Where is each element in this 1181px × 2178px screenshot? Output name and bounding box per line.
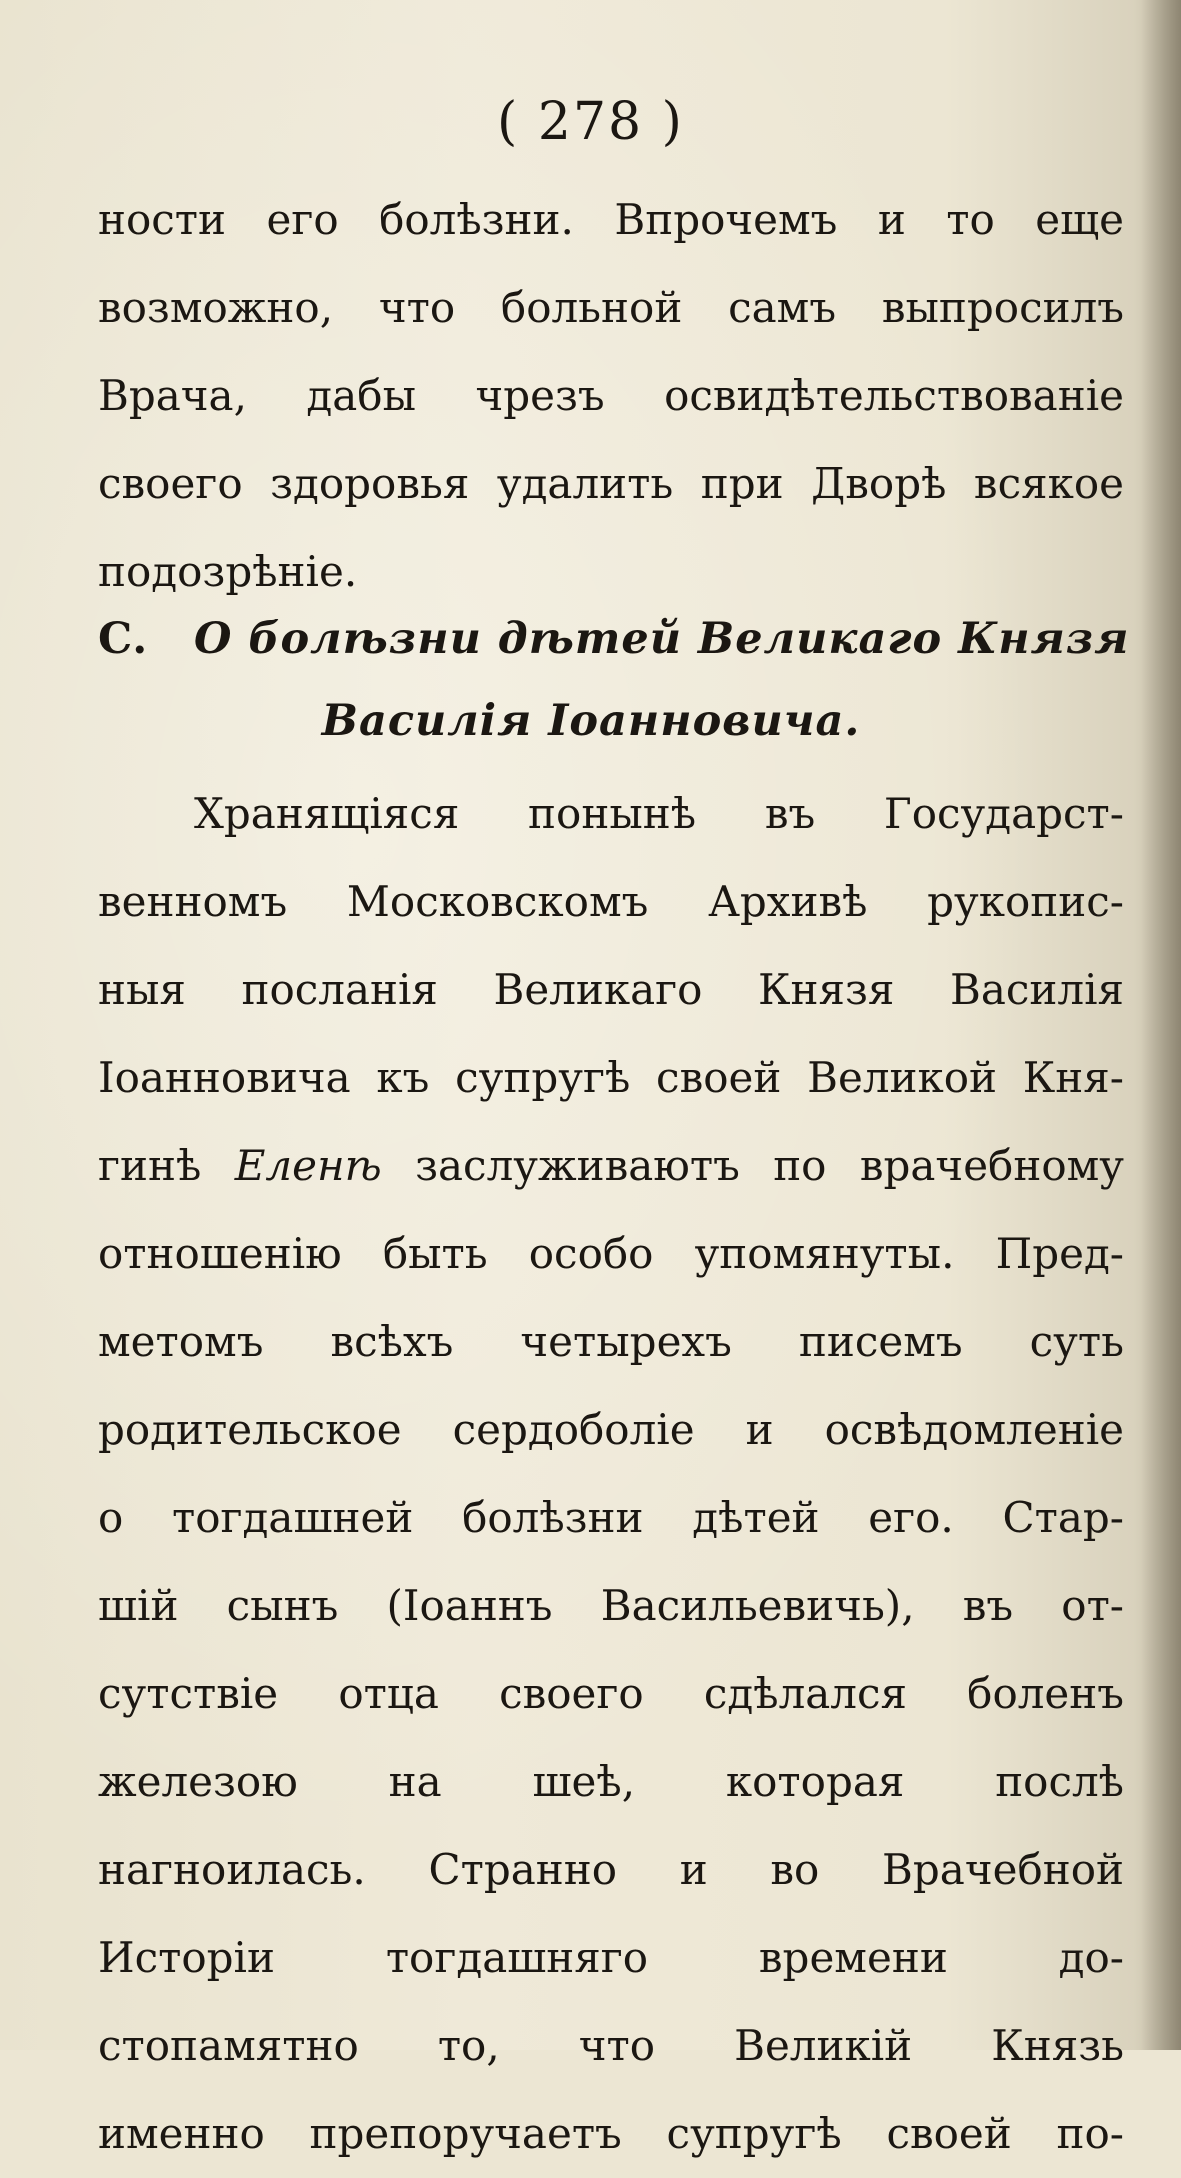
text-line: родительское сердоболіе и освѣдомленіе xyxy=(98,1405,1124,1454)
text-line: сутствіе отца своего сдѣлался боленъ xyxy=(98,1669,1124,1718)
text-line: Исторіи тогдашняго времени до- xyxy=(98,1933,1124,1982)
body-paragraph xyxy=(98,770,1124,2178)
text-line: стопамятно то, что Великій Князь xyxy=(98,2021,1124,2070)
text-line: Іоанновича къ супругѣ своей Великой Кня- xyxy=(98,1053,1124,1102)
text-line: венномъ Московскомъ Архивѣ рукопис- xyxy=(98,877,1124,926)
text-line: своего здоровья удалить при Дворѣ всякое xyxy=(98,459,1124,508)
section-heading xyxy=(98,598,1130,762)
heading-line xyxy=(98,598,1130,680)
text-fragment: заслуживаютъ по врачебному xyxy=(381,1141,1124,1190)
section-title-line1: О болѣзни дѣтей Великаго Князя xyxy=(194,614,1130,664)
text-line: ныя посланія Великаго Князя Василія xyxy=(98,965,1124,1014)
text-fragment: гинѣ xyxy=(98,1141,235,1190)
text-line: ности его болѣзни. Впрочемъ и то еще xyxy=(98,195,1124,244)
page-edge-shadow xyxy=(1141,0,1181,2050)
section-mark: С. xyxy=(98,614,148,664)
text-line: о тогдашней болѣзни дѣтей его. Стар- xyxy=(98,1493,1124,1542)
top-paragraph xyxy=(98,176,1124,616)
heading-line xyxy=(98,680,1124,762)
text-line: Врача, дабы чрезъ освидѣтельствованіе xyxy=(98,371,1124,420)
section-title-line2: Василія Іоанновича. xyxy=(321,696,861,746)
text-line xyxy=(98,770,1124,858)
text-line xyxy=(98,1122,1124,1210)
text-line: возможно, что больной самъ выпросилъ xyxy=(98,283,1124,332)
text-line-content: Хранящіяся понынѣ въ Государст- xyxy=(194,789,1124,838)
text-line: именно препоручаетъ супругѣ своей по- xyxy=(98,2109,1124,2158)
text-line: отношенію быть особо упомянуты. Пред- xyxy=(98,1229,1124,1278)
page-number: ( 278 ) xyxy=(497,92,684,152)
text-line: метомъ всѣхъ четырехъ писемъ суть xyxy=(98,1317,1124,1366)
text-line: железою на шеѣ, которая послѣ xyxy=(98,1757,1124,1806)
text-line: нагноилась. Странно и во Врачебной xyxy=(98,1845,1124,1894)
text-line: шій сынъ (Іоаннъ Васильевичь), въ от- xyxy=(98,1581,1124,1630)
italic-name: Еленѣ xyxy=(234,1141,382,1190)
text-line: подозрѣніе. xyxy=(98,547,358,596)
